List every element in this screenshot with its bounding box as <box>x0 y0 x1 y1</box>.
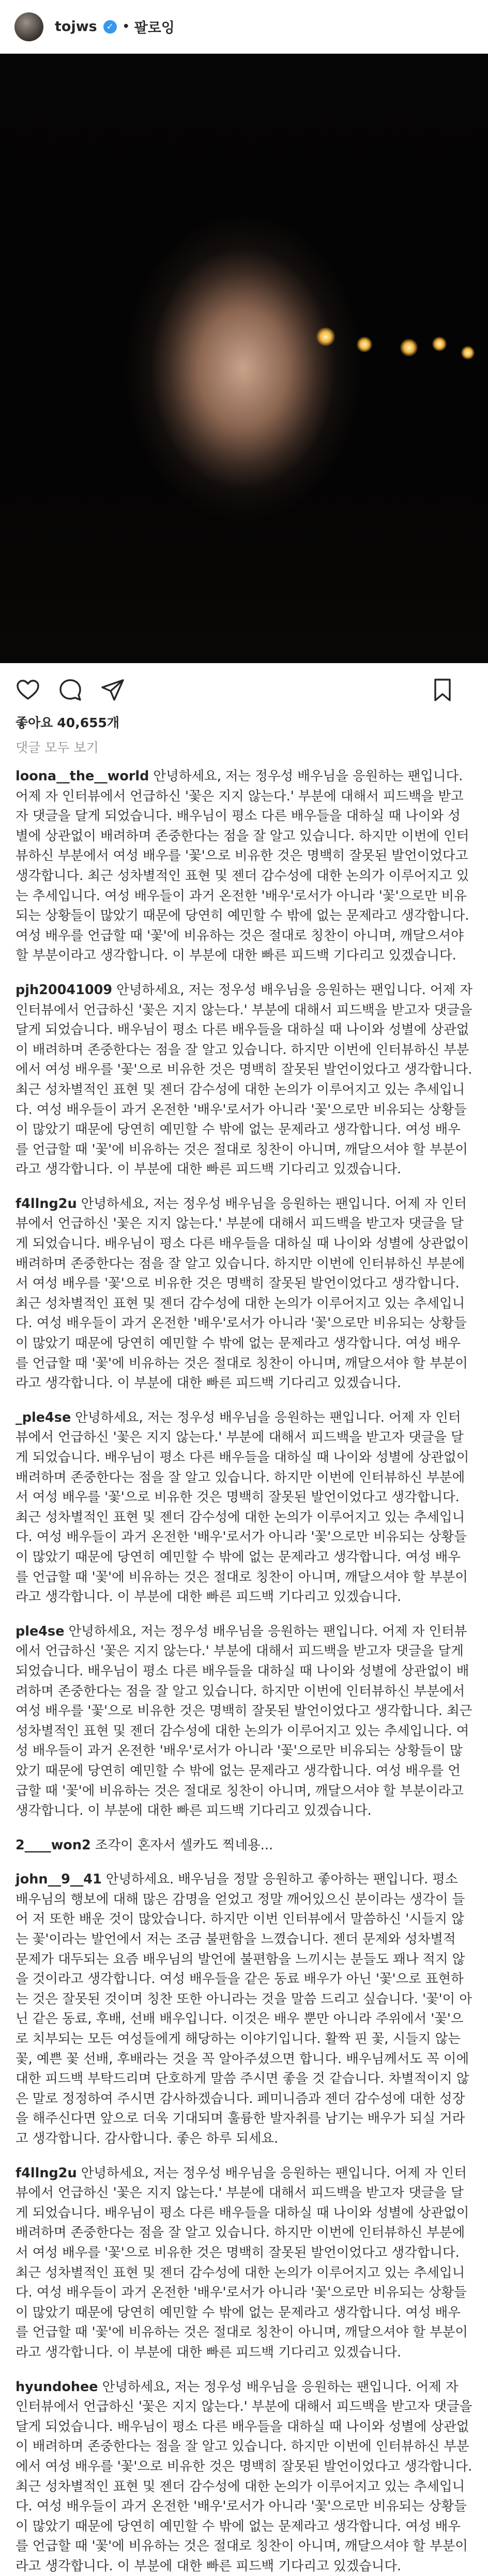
comment-text: 조각이 혼자서 셀카도 찍네용... <box>95 1837 273 1853</box>
post-header <box>0 0 488 54</box>
likes-count[interactable] <box>0 713 488 733</box>
comment-username[interactable]: pjh20041009 <box>16 982 113 998</box>
bokeh-light <box>432 337 447 351</box>
comment-item <box>16 2163 472 2363</box>
comment-item <box>16 2377 472 2576</box>
view-all-comments-link[interactable]: 댓글 모두 보기 <box>16 740 99 755</box>
comment-text: 안녕하세요, 저는 정우성 배우님을 응원하는 팬입니다. 어제 자 인터뷰에서 언급하신 '꽃은 지지 않는다.' 부분에 대해서 피드백을 받고자 댓글을 달게 되었습니다. 배우님이 평소 다른 배우들을 대하실 때 나이와 성별에 상관없이 배려하며 존중한다는 점을 잘 알고 있습니다. 하지만 이번에 인터뷰하신 부분에서 여성 배우를 '꽃'으로 비유한 것은 명백히 잘못된 발언이었다고 생각합니다. 최근 성차별적인 표현 및 젠더 감수성에 대한 논의가 이루어지고 있는 추세입니다. 여성 배우들이 과거 온전한 '배우'로서가 아니라 '꽃'으로만 비유되는 상황들이 많았기 때문에 당연히 예민할 수 밖에 없는 문제라고 생각합니다. 여성 배우를 언급할 때 '꽃'에 비유하는 것은 절대로 칭찬이 아니며, 깨달으셔야 할 부분이라고 생각합니다. 이 부분에 대한 빠른 피드백 기다리고 있겠습니다. <box>16 982 472 1177</box>
comment-item <box>16 980 472 1180</box>
avatar[interactable] <box>14 12 43 41</box>
bokeh-light <box>357 337 372 352</box>
comment-bubble-icon[interactable] <box>58 678 83 702</box>
post-photo[interactable] <box>0 54 488 663</box>
comment-text: 안녕하세요, 저는 정우성 배우님을 응원하는 팬입니다. 어제 자 인터뷰에서 언급하신 '꽃은 지지 않는다.' 부분에 대해서 피드백을 받고자 댓글을 달게 되었습니다. 배우님이 평소 다른 배우들을 대하실 때 나이와 성별에 상관없이 배려하며 존중한다는 점을 잘 알고 있습니다. 하지만 이번에 인터뷰하신 부분에서 여성 배우를 '꽃'으로 비유한 것은 명백히 잘못된 발언이었다고 생각합니다. 최근 성차별적인 표현 및 젠더 감수성에 대한 논의가 이루어지고 있는 추세입니다. 여성 배우들이 과거 온전한 '배우'로서가 아니라 '꽃'으로만 비유되는 상황들이 많았기 때문에 당연히 예민할 수 밖에 없는 문제라고 생각합니다. 여성 배우를 언급할 때 '꽃'에 비유하는 것은 절대로 칭찬이 아니며, 깨달으셔야 할 부분이라고 생각합니다. 이 부분에 대한 빠른 피드백 기다리고 있겠습니다. <box>16 2379 472 2574</box>
comment-item <box>16 766 472 966</box>
separator-dot: • <box>121 19 130 35</box>
comment-item <box>16 1408 472 1607</box>
likes-label: 좋아요 <box>16 715 53 730</box>
comment-text: 안녕하세요, 저는 정우성 배우님을 응원하는 팬입니다. 어제 자 인터뷰에서 언급하신 '꽃은 지지 않는다.' 부분에 대해서 피드백을 받고자 댓글을 달게 되었습니다. 배우님이 평소 다른 배우들을 대하실 때 나이와 성별에 상관없이 배려하며 존중한다는 점을 잘 알고 있습니다. 하지만 이번에 인터뷰하신 부분에서 여성 배우를 '꽃'으로 비유한 것은 명백히 잘못된 발언이었다고 생각합니다. 최근 성차별적인 표현 및 젠더 감수성에 대한 논의가 이루어지고 있는 추세입니다. 여성 배우들이 과거 온전한 '배우'로서가 아니라 '꽃'으로만 비유되는 상황들이 많았기 때문에 당연히 예민할 수 밖에 없는 문제라고 생각합니다. 여성 배우를 언급할 때 '꽃'에 비유하는 것은 절대로 칭찬이 아니며, 깨달으셔야 할 부분이라고 생각합니다. 이 부분에 대한 빠른 피드백 기다리고 있겠습니다. <box>16 768 469 964</box>
comment-text: 안녕하세요, 저는 정우성 배우님을 응원하는 팬입니다. 어제 자 인터뷰에서 언급하신 '꽃은 지지 않는다.' 부분에 대해서 피드백을 받고자 댓글을 달게 되었습니다. 배우님이 평소 다른 배우들을 대하실 때 나이와 성별에 상관없이 배려하며 존중한다는 점을 잘 알고 있습니다. 하지만 이번에 인터뷰하신 부분에서 여성 배우를 '꽃'으로 비유한 것은 명백히 잘못된 발언이었다고 생각합니다. 최근 성차별적인 표현 및 젠더 감수성에 대한 논의가 이루어지고 있는 추세입니다. 여성 배우들이 과거 온전한 '배우'로서가 아니라 '꽃'으로만 비유되는 상황들이 많았기 때문에 당연히 예민할 수 밖에 없는 문제라고 생각합니다. 여성 배우를 언급할 때 '꽃'에 비유하는 것은 절대로 칭찬이 아니며, 깨달으셔야 할 부분이라고 생각합니다. 이 부분에 대한 빠른 피드백 기다리고 있겠습니다. <box>16 2165 469 2360</box>
comment-username[interactable]: loona__the__world <box>16 768 149 784</box>
comment-item <box>16 1870 472 2148</box>
comment-text: 안녕하세요, 저는 정우성 배우님을 응원하는 팬입니다. 어제 자 인터뷰에서 언급하신 '꽃은 지지 않는다.' 부분에 대해서 피드백을 받고자 댓글을 달게 되었습니다. 배우님이 평소 다른 배우들을 대하실 때 나이와 성별에 상관없이 배려하며 존중한다는 점을 잘 알고 있습니다. 하지만 이번에 인터뷰하신 부분에서 여성 배우를 '꽃'으로 비유한 것은 명백히 잘못된 발언이었다고 생각합니다. 최근 성차별적인 표현 및 젠더 감수성에 대한 논의가 이루어지고 있는 추세입니다. 여성 배우들이 과거 온전한 '배우'로서가 아니라 '꽃'으로만 비유되는 상황들이 많았기 때문에 당연히 예민할 수 밖에 없는 문제라고 생각합니다. 여성 배우를 언급할 때 '꽃'에 비유하는 것은 절대로 칭찬이 아니며, 깨달으셔야 할 부분이라고 생각합니다. 이 부분에 대한 빠른 피드백 기다리고 있겠습니다. <box>16 1196 469 1391</box>
comment-username[interactable]: ple4se <box>16 1623 65 1639</box>
comment-username[interactable]: f4llng2u <box>16 2165 77 2181</box>
comment-username[interactable]: 2____won2 <box>16 1837 91 1853</box>
comment-text: 안녕하세요, 저는 정우성 배우님을 응원하는 팬입니다. 어제 자 인터뷰에서 언급하신 '꽃은 지지 않는다.' 부분에 대해서 피드백을 받고자 댓글을 달게 되었습니다. 배우님이 평소 다른 배우들을 대하실 때 나이와 성별에 상관없이 배려하며 존중한다는 점을 잘 알고 있습니다. 하지만 이번에 인터뷰하신 부분에서 여성 배우를 '꽃'으로 비유한 것은 명백히 잘못된 발언이었다고 생각합니다. 최근 성차별적인 표현 및 젠더 감수성에 대한 논의가 이루어지고 있는 추세입니다. 여성 배우들이 과거 온전한 '배우'로서가 아니라 '꽃'으로만 비유되는 상황들이 많았기 때문에 당연히 예민할 수 밖에 없는 문제라고 생각합니다. 여성 배우를 언급할 때 '꽃'에 비유하는 것은 절대로 칭찬이 아니며, 깨달으셔야 할 부분이라고 생각합니다. 이 부분에 대한 빠른 피드백 기다리고 있겠습니다. <box>16 1409 469 1605</box>
comment-username[interactable]: f4llng2u <box>16 1196 77 1212</box>
bokeh-light <box>400 339 418 356</box>
comment-item <box>16 1194 472 1393</box>
post-actions <box>0 663 488 717</box>
comment-username[interactable]: hyundohee <box>16 2379 98 2395</box>
photo-vignette <box>0 54 488 663</box>
bokeh-light <box>461 346 475 359</box>
comment-list <box>0 766 488 2576</box>
following-button[interactable]: 팔로잉 <box>134 20 175 36</box>
comment-text: 안녕하세요. 배우님을 정말 응원하고 좋아하는 팬입니다. 평소 배우님의 행보에 대해 많은 감명을 얻었고 정말 깨어있으신 분이라는 생각이 들어 저 또한 배운 것이 많았습니다. 하지만 이번 인터뷰에서 말씀하신 '시들지 않는 꽃'이라는 발언에서 저는 조금 불편함을 느꼈습니다. 젠더 문제와 성차별적 문제가 대두되는 요즘 배우님의 발언에 불편함을 느끼시는 분들도 꽤나 적지 않을 것이라고 생각합니다. 여성 배우들을 같은 동료 배우가 아닌 '꽃'으로 표현하는 것은 잘못된 것이며 칭찬 또한 아니라는 것을 말씀 드리고 싶습니다. '꽃'이 아닌 같은 동료, 후배, 선배 배우입니다. 이것은 배우 뿐만 아니라 주위에서 '꽃'으로 치부되는 모든 여성들에게 해당하는 이야기입니다. 활짝 핀 꽃, 시들지 않는 꽃, 예쁜 꽃 선배, 후배라는 것을 꼭 알아주셨으면 합니다. 배우님께서도 꼭 이에 대한 피드백 부탁드리며 단호하게 말씀 주시면 좋을 것 같습니다. 차별적이지 않은 말로 정정하여 주시면 감사하겠습니다. 페미니즘과 젠더 감수성에 대한 성장을 해주신다면 앞으로 더욱 기대되며 훌륭한 발자취를 남기는 배우가 되실 거라고 생각합니다. 감사합니다. 좋은 하루 되세요. <box>16 1872 472 2146</box>
bokeh-light <box>316 327 335 346</box>
comment-item <box>16 1622 472 1821</box>
verified-badge-icon: ✓ <box>103 20 117 34</box>
comment-text: 안녕하세요, 저는 정우성 배우님을 응원하는 팬입니다. 어제 자 인터뷰에서 언급하신 '꽃은 지지 않는다.' 부분에 대해서 피드백을 받고자 댓글을 달게 되었습니다. 배우님이 평소 다른 배우들을 대하실 때 나이와 성별에 상관없이 배려하며 존중한다는 점을 잘 알고 있습니다. 하지만 이번에 인터뷰하신 부분에서 여성 배우를 '꽃'으로 비유한 것은 명백히 잘못된 발언이었다고 생각합니다. 최근 성차별적인 표현 및 젠더 감수성에 대한 논의가 이루어지고 있는 추세입니다. 여성 배우들이 과거 온전한 '배우'로서가 아니라 '꽃'으로만 비유되는 상황들이 많았기 때문에 당연히 예민할 수 밖에 없는 문제라고 생각합니다. 여성 배우를 언급할 때 '꽃'에 비유하는 것은 절대로 칭찬이 아니며, 깨달으셔야 할 부분이라고 생각합니다. 이 부분에 대한 빠른 피드백 기다리고 있겠습니다. <box>16 1623 472 1819</box>
username[interactable]: tojws <box>55 19 97 35</box>
bookmark-icon[interactable] <box>430 678 455 702</box>
paper-plane-icon[interactable] <box>100 678 125 702</box>
comment-username[interactable]: _ple4se <box>16 1409 71 1425</box>
likes-number: 40,655개 <box>57 715 120 730</box>
comment-username[interactable]: john__9__41 <box>16 1872 102 1888</box>
comment-item <box>16 1835 472 1856</box>
heart-icon[interactable] <box>16 678 40 702</box>
